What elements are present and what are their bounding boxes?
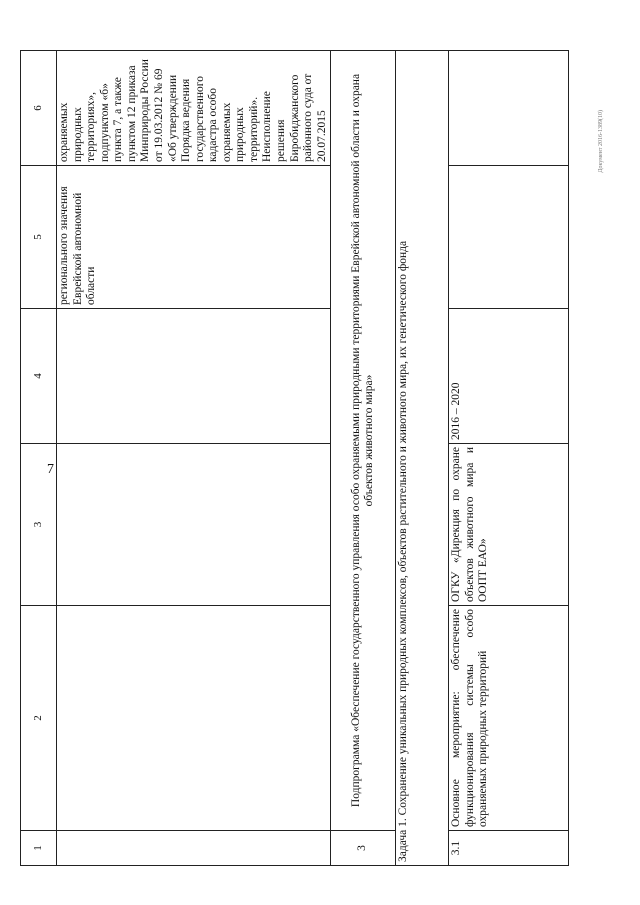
cont-cell-2 — [57, 606, 331, 831]
continuation-row — [57, 51, 331, 866]
activity-cell-6 — [449, 51, 569, 166]
header-cell-6: 6 — [21, 51, 57, 166]
cont-cell-4 — [57, 309, 331, 444]
activity-period: 2016 – 2020 — [449, 309, 569, 444]
cont-cell-1 — [57, 831, 331, 866]
header-cell-5: 5 — [21, 166, 57, 309]
subprogram-number: 3 — [331, 831, 396, 866]
cont-cell-5: регионального значения Еврейской автономной области — [57, 166, 331, 309]
header-row — [21, 51, 57, 866]
activity-executor: ОГКУ «Дирекция по охране объектов животного мира и ООПТ ЕАО» — [449, 444, 569, 606]
header-cell-1: 1 — [21, 831, 57, 866]
header-cell-2: 2 — [21, 606, 57, 831]
task-text: Задача 1. Сохранение уникальных природных комплексов, объектов растительного и животного мира, их генетического фонда — [396, 51, 449, 866]
task-row — [396, 51, 449, 866]
activity-name: Основное мероприятие: обеспечение функционирования системы особо охраняемых природных территорий — [449, 606, 569, 831]
activity-row — [449, 51, 569, 866]
program-table — [20, 50, 569, 866]
page-number: 7 — [47, 462, 54, 477]
subprogram-row — [331, 51, 396, 866]
cont-cell-6: охраняемых природных территориях», подпунктом «б» пункта 7, а также пунктом 12 приказа Минприроды России от 19.03.2012 № 69 «Об утверждении Порядка ведения государственного кадастра особо охраняемых природных территорий». Неисполнение решения Биробиджанского районного суда от 20.07.2015 — [57, 51, 331, 166]
activity-number: 3.1 — [449, 831, 569, 866]
rotated-table-container — [20, 51, 566, 866]
document-code: Документ 2016-1389(10) — [598, 110, 604, 173]
activity-cell-5 — [449, 166, 569, 309]
cont-cell-3 — [57, 444, 331, 606]
subprogram-title: Подпрограмма «Обеспечение государственного управления особо охраняемыми природными территориями Еврейской автономной области и охрана объектов животного мира» — [331, 51, 396, 831]
header-cell-3: 3 — [21, 444, 57, 606]
header-cell-4: 4 — [21, 309, 57, 444]
